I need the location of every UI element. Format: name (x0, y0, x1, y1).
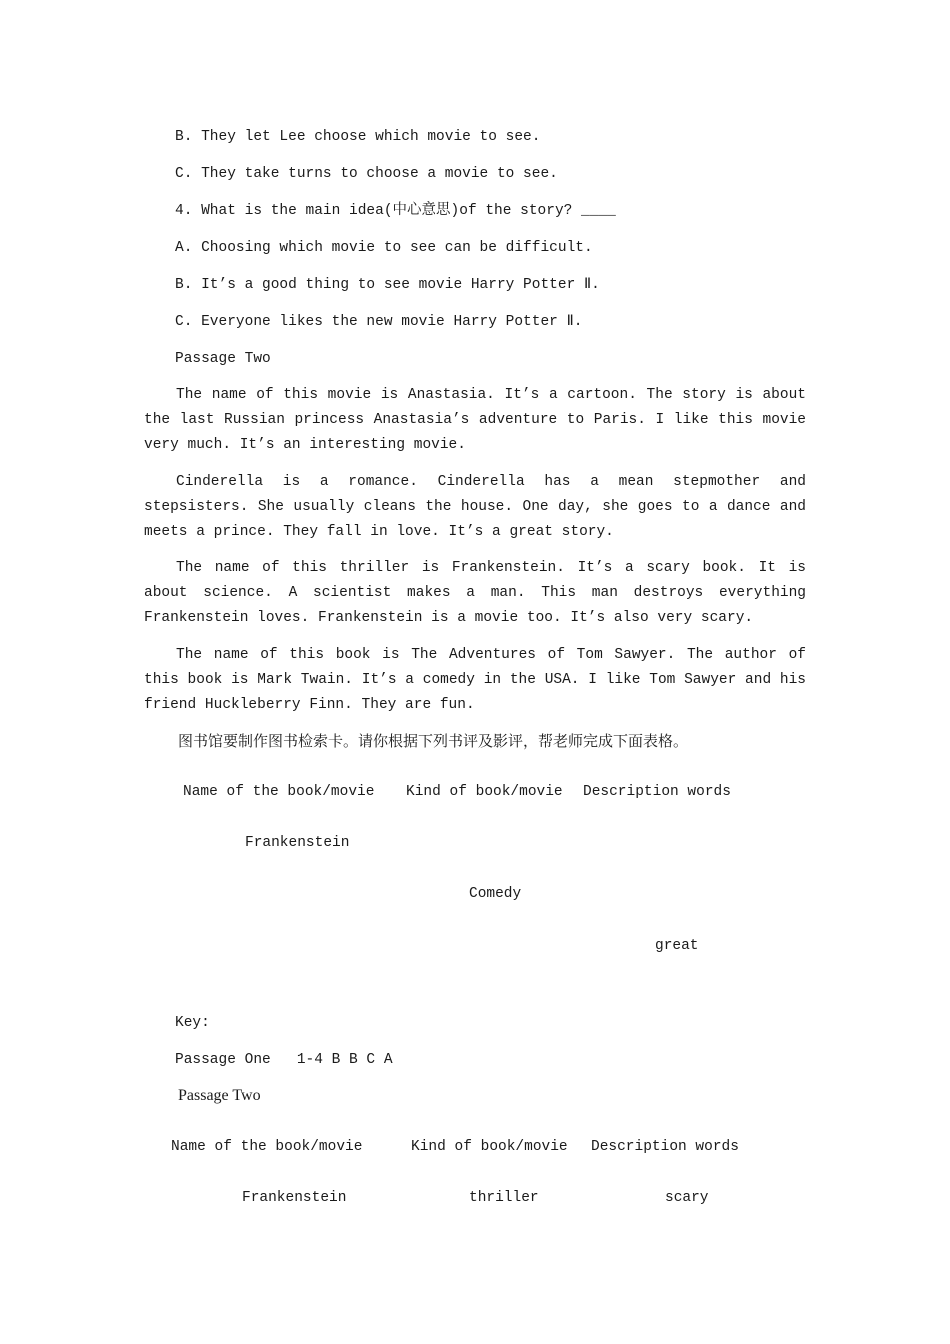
table-cell-description: great (655, 938, 699, 954)
key-cell-kind: thriller (469, 1190, 539, 1206)
passage-two-paragraph: The name of this thriller is Frankenstein. It’s a scary book. It is about science. A scientist makes a man. This man destroys everything Frankenstein loves. Frankenstein is a movie too. It’s also very scary. (144, 560, 806, 626)
key-header-kind: Kind of book/movie (411, 1139, 568, 1155)
table-cell-name: Frankenstein (245, 835, 350, 851)
q4-option-c: C. Everyone likes the new movie Harry Potter Ⅱ. (175, 314, 583, 330)
key-header-name: Name of the book/movie (171, 1139, 363, 1155)
key-header-description: Description words (591, 1139, 739, 1155)
key-passage-one: Passage One 1-4 B B C A (175, 1052, 393, 1068)
key-label: Key: (175, 1015, 210, 1031)
table-instruction: 图书馆要制作图书检索卡。请你根据下列书评及影评，帮老师完成下面表格。 (178, 732, 689, 750)
passage-two-title: Passage Two (175, 351, 271, 367)
key-cell-description: scary (665, 1190, 709, 1206)
q3-option-b: B. They let Lee choose which movie to see. (175, 129, 541, 145)
q4-question: 4. What is the main idea(中心意思)of the story? ____ (175, 203, 616, 219)
table-header-name: Name of the book/movie (183, 784, 375, 800)
passage-two-paragraph: The name of this movie is Anastasia. It’s a cartoon. The story is about the last Russian princess Anastasia’s adventure to Paris. I like this movie very much. It’s an interesting movie. (144, 387, 806, 453)
table-header-kind: Kind of book/movie (406, 784, 563, 800)
table-header-description: Description words (583, 784, 731, 800)
table-cell-kind: Comedy (469, 886, 522, 902)
key-cell-name: Frankenstein (242, 1190, 347, 1206)
q4-option-b: B. It’s a good thing to see movie Harry Potter Ⅱ. (175, 277, 600, 293)
passage-two-paragraph: Cinderella is a romance. Cinderella has a mean stepmother and stepsisters. She usually cleans the house. One day, she goes to a dance and meets a prince. They fall in love. It’s a great story. (144, 474, 806, 540)
key-passage-two-title: Passage Two (178, 1087, 261, 1104)
q3-option-c: C. They take turns to choose a movie to see. (175, 166, 558, 182)
q4-option-a: A. Choosing which movie to see can be difficult. (175, 240, 593, 256)
passage-two-paragraph: The name of this book is The Adventures of Tom Sawyer. The author of this book is Mark Twain. It’s a comedy in the USA. I like Tom Sawyer and his friend Huckleberry Finn. They are fun. (144, 647, 806, 713)
